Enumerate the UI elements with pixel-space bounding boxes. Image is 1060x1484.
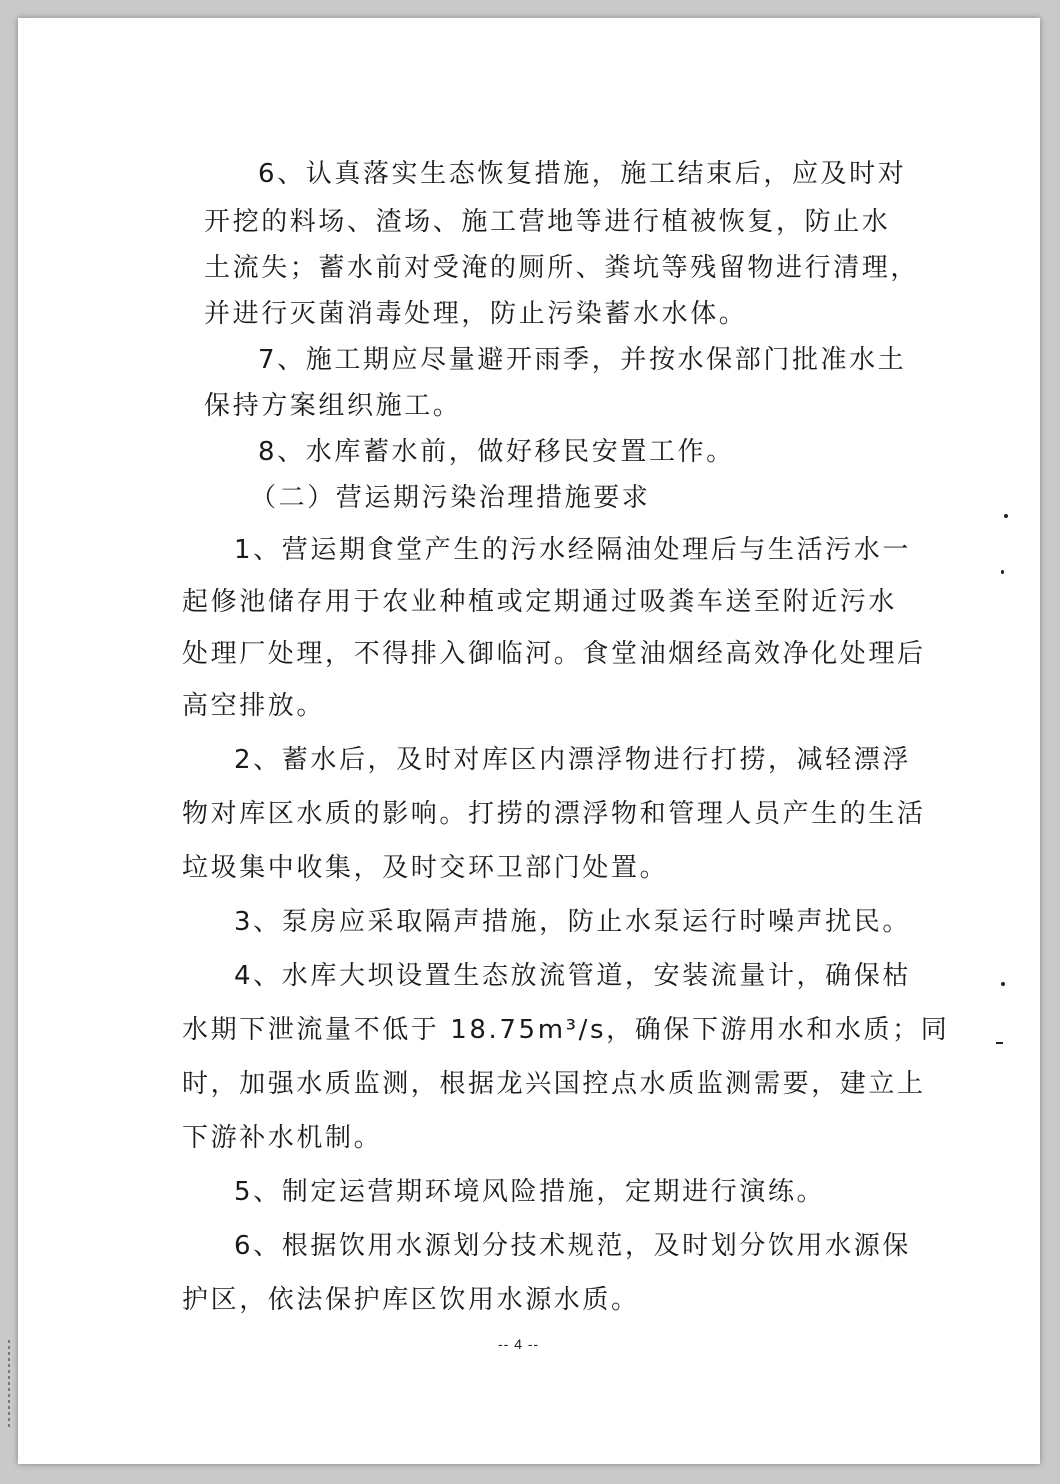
scan-speck: [1004, 514, 1008, 518]
text-line: 高空排放。: [182, 691, 326, 721]
document-body: [18, 18, 1040, 1464]
text-line: 起修池储存用于农业种植或定期通过吸粪车送至附近污水: [182, 587, 898, 617]
text-line: 垃圾集中收集，及时交环卫部门处置。: [182, 853, 669, 883]
text-line: 护区，依法保护库区饮用水源水质。: [182, 1285, 640, 1315]
text-line: 6、认真落实生态恢复措施，施工结束后，应及时对: [258, 159, 907, 189]
text-line: 3、泵房应采取隔声措施，防止水泵运行时噪声扰民。: [234, 907, 911, 937]
text-line: 开挖的料场、渣场、施工营地等进行植被恢复，防止水: [204, 207, 891, 237]
page-number: -- 4 --: [498, 1336, 540, 1352]
document-page: [18, 18, 1040, 1464]
scan-edge-mark: [8, 1340, 10, 1430]
text-line: 4、水库大坝设置生态放流管道，安装流量计，确保枯: [234, 961, 911, 991]
text-line: 物对库区水质的影响。打捞的漂浮物和管理人员产生的生活: [182, 799, 926, 829]
text-line: 8、水库蓄水前，做好移民安置工作。: [258, 437, 735, 467]
scan-speck: [1001, 982, 1005, 986]
text-line: 下游补水机制。: [182, 1123, 383, 1153]
text-line: 土流失；蓄水前对受淹的厕所、粪坑等残留物进行清理，: [204, 253, 920, 283]
text-line: 1、营运期食堂产生的污水经隔油处理后与生活污水一: [234, 535, 911, 565]
text-line: 2、蓄水后，及时对库区内漂浮物进行打捞，减轻漂浮: [234, 745, 911, 775]
text-line: 并进行灭菌消毒处理，防止污染蓄水水体。: [204, 299, 748, 329]
text-line: 时，加强水质监测，根据龙兴国控点水质监测需要，建立上: [182, 1069, 926, 1099]
text-line: 7、施工期应尽量避开雨季，并按水保部门批准水土: [258, 345, 907, 375]
text-line: 6、根据饮用水源划分技术规范，及时划分饮用水源保: [234, 1231, 911, 1261]
scan-speck: [1001, 570, 1004, 574]
section-heading: （二）营运期污染治理措施要求: [250, 483, 651, 513]
text-line: 5、制定运营期环境风险措施，定期进行演练。: [234, 1177, 826, 1207]
text-line: 水期下泄流量不低于 18.75m³/s，确保下游用水和水质；同: [182, 1015, 950, 1045]
scan-speck: [996, 1042, 1003, 1044]
text-line: 处理厂处理，不得排入御临河。食堂油烟经高效净化处理后: [182, 639, 926, 669]
text-line: 保持方案组织施工。: [204, 391, 462, 421]
